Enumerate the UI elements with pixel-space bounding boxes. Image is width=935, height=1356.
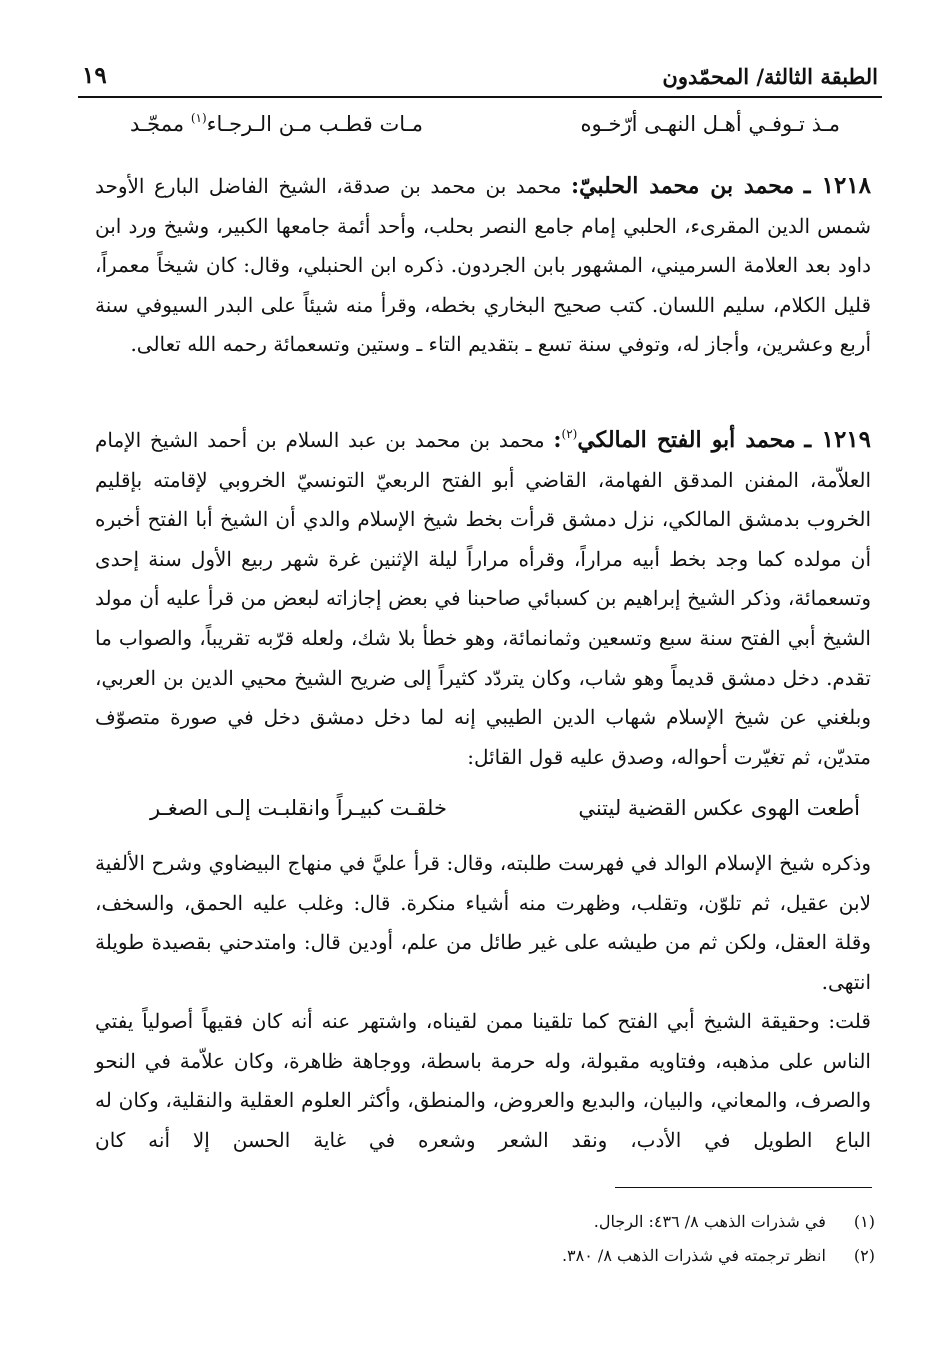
verse-1-left-end: ممجّـد [130,112,185,136]
entry-1218-number: ١٢١٨ ـ [803,172,872,199]
entry-1219-number: ١٢١٩ ـ [804,426,872,453]
verse-1-left-text: مـات قطـب مـن الـرجـاء [206,112,424,136]
page-header [82,62,878,96]
entry-1219 [95,420,871,777]
verse-2-left-hemistich: خلقـت كبيـراً وانقلبـت إلـى الصغـر [150,796,447,820]
verse-line-1 [130,112,840,148]
paragraph-4: قلت: وحقيقة الشيخ أبي الفتح كما تلقينا ممن لقيناه، واشتهر عنه أنه كان فقيهاً أصولياً يفتي الناس على مذهبه، وفتاويه مقبولة، وله حرمة باسطة، ووجاهة ظاهرة، وكان علاّمة في النحو والصرف، والمعاني، والبيان، والبديع والعروض، والمنطق، وأكثر العلوم العقلية والنقلية، وكان له الباع الطويل في الأدب، ونقد الشعر وشعره في غاية الحسن إلا أنه كان [95,1009,871,1152]
header-rule [78,96,882,98]
verse-1-left-hemistich [130,112,423,136]
verse-line-2 [150,796,860,832]
footnote-ref-2: (٢) [561,427,578,441]
paragraph-3: وذكره شيخ الإسلام الوالد في فهرست طلبته، وقال: قرأ عليَّ في منهاج البيضاوي وشرح الألفية لابن عقيل، ثم تلوّن، وتقلب، وظهرت منه أشياء منكرة. قال: وغلب عليه الحمق، والسخف، وقلة العقل، ولكن ثم من طيشه على غير طائل من علم، أودين قال: وامتدحني بقصيدة طويلة انتهى. [95,851,871,994]
verse-2-right-hemistich: أطعت الهوى عكس القضية ليتني [578,796,860,820]
footnote-ref-1: (١) [190,111,207,125]
running-title: الطبقة الثالثة/ المحمّدون [662,64,878,89]
page-number: ١٩ [82,62,107,89]
entry-1218 [95,166,871,365]
verse-1-right-hemistich: مـذ تـوفـي أهـل النهـى أرّخـوه [580,112,840,136]
entry-1218-text: محمد بن محمد بن صدقة، الشيخ الفاضل البارع الأوحد شمس الدين المقرىء، الحلبي إمام جامع النصر بحلب، وأحد أئمة جامعها الكبير، وشيخ ورد ابن داود بعد العلامة السرميني، المشهور بابن الجردون. ذكره ابن الحنبلي، وقال: كان شيخاً معمراً، قليل الكلام، سليم اللسان. كتب صحيح البخاري بخطه، وقرأ منه شيئاً على البدر السيوفي سنة أربع وعشرين، وأجاز له، وتوفي سنة تسع ـ بتقديم التاء ـ وستين وتسعمائة رحمه الله تعالى. [95,174,871,357]
footnote-rule [615,1187,872,1188]
entry-1218-name: محمد بن محمد الحلبيّ: [571,173,795,199]
footnote-2 [275,1246,875,1265]
footnote-2-text: انظر ترجمته في شذرات الذهب ٨/ ٣٨٠. [561,1246,826,1265]
footnote-2-number: (٢) [853,1246,875,1265]
footnote-1 [275,1212,875,1231]
entry-1219-name: محمد أبو الفتح المالكي [577,427,796,453]
entry-1219-text: محمد بن محمد بن عبد السلام بن أحمد الشيخ الإمام العلاّمة، المفنن المدقق الفهامة، القاضي أبو الفتح الربعيّ التونسيّ الخروبي لإقامته بإقليم الخروب بدمشق المالكي، نزل دمشق قرأت بخط شيخ الإسلام والدي أن الشيخ أبا الفتح أخبره أن مولده كما وجد بخط أبيه مراراً، وقرأه مراراً ليلة الإثنين غرة شهر ربيع الأول سنة إحدى وتسعمائة، وذكر الشيخ إبراهيم بن كسبائي صاحبنا في بعض إجازاته لبعض من قرأ عليه أن مولد الشيخ أبي الفتح سنة سبع وتسعين وثمانمائة، وهو خطأ بلا شك، ولعله قرّبه تقريباً، والصواب ما تقدم. دخل دمشق قديماً وهو شاب، وكان يتردّد كثيراً إلى ضريح الشيخ محيي الدين بن العربي، وبلغني عن شيخ الإسلام شهاب الدين الطيبي إنه لما دخل دمشق دخل في صورة متصوّف متديّن، ثم تغيّرت أحواله، وصدق عليه قول القائل: [95,428,871,769]
entry-1219-colon: : [553,427,562,453]
footnote-1-number: (١) [853,1212,875,1231]
footnote-1-text: في شذرات الذهب ٨/ ٤٣٦: الرجال. [593,1212,826,1231]
